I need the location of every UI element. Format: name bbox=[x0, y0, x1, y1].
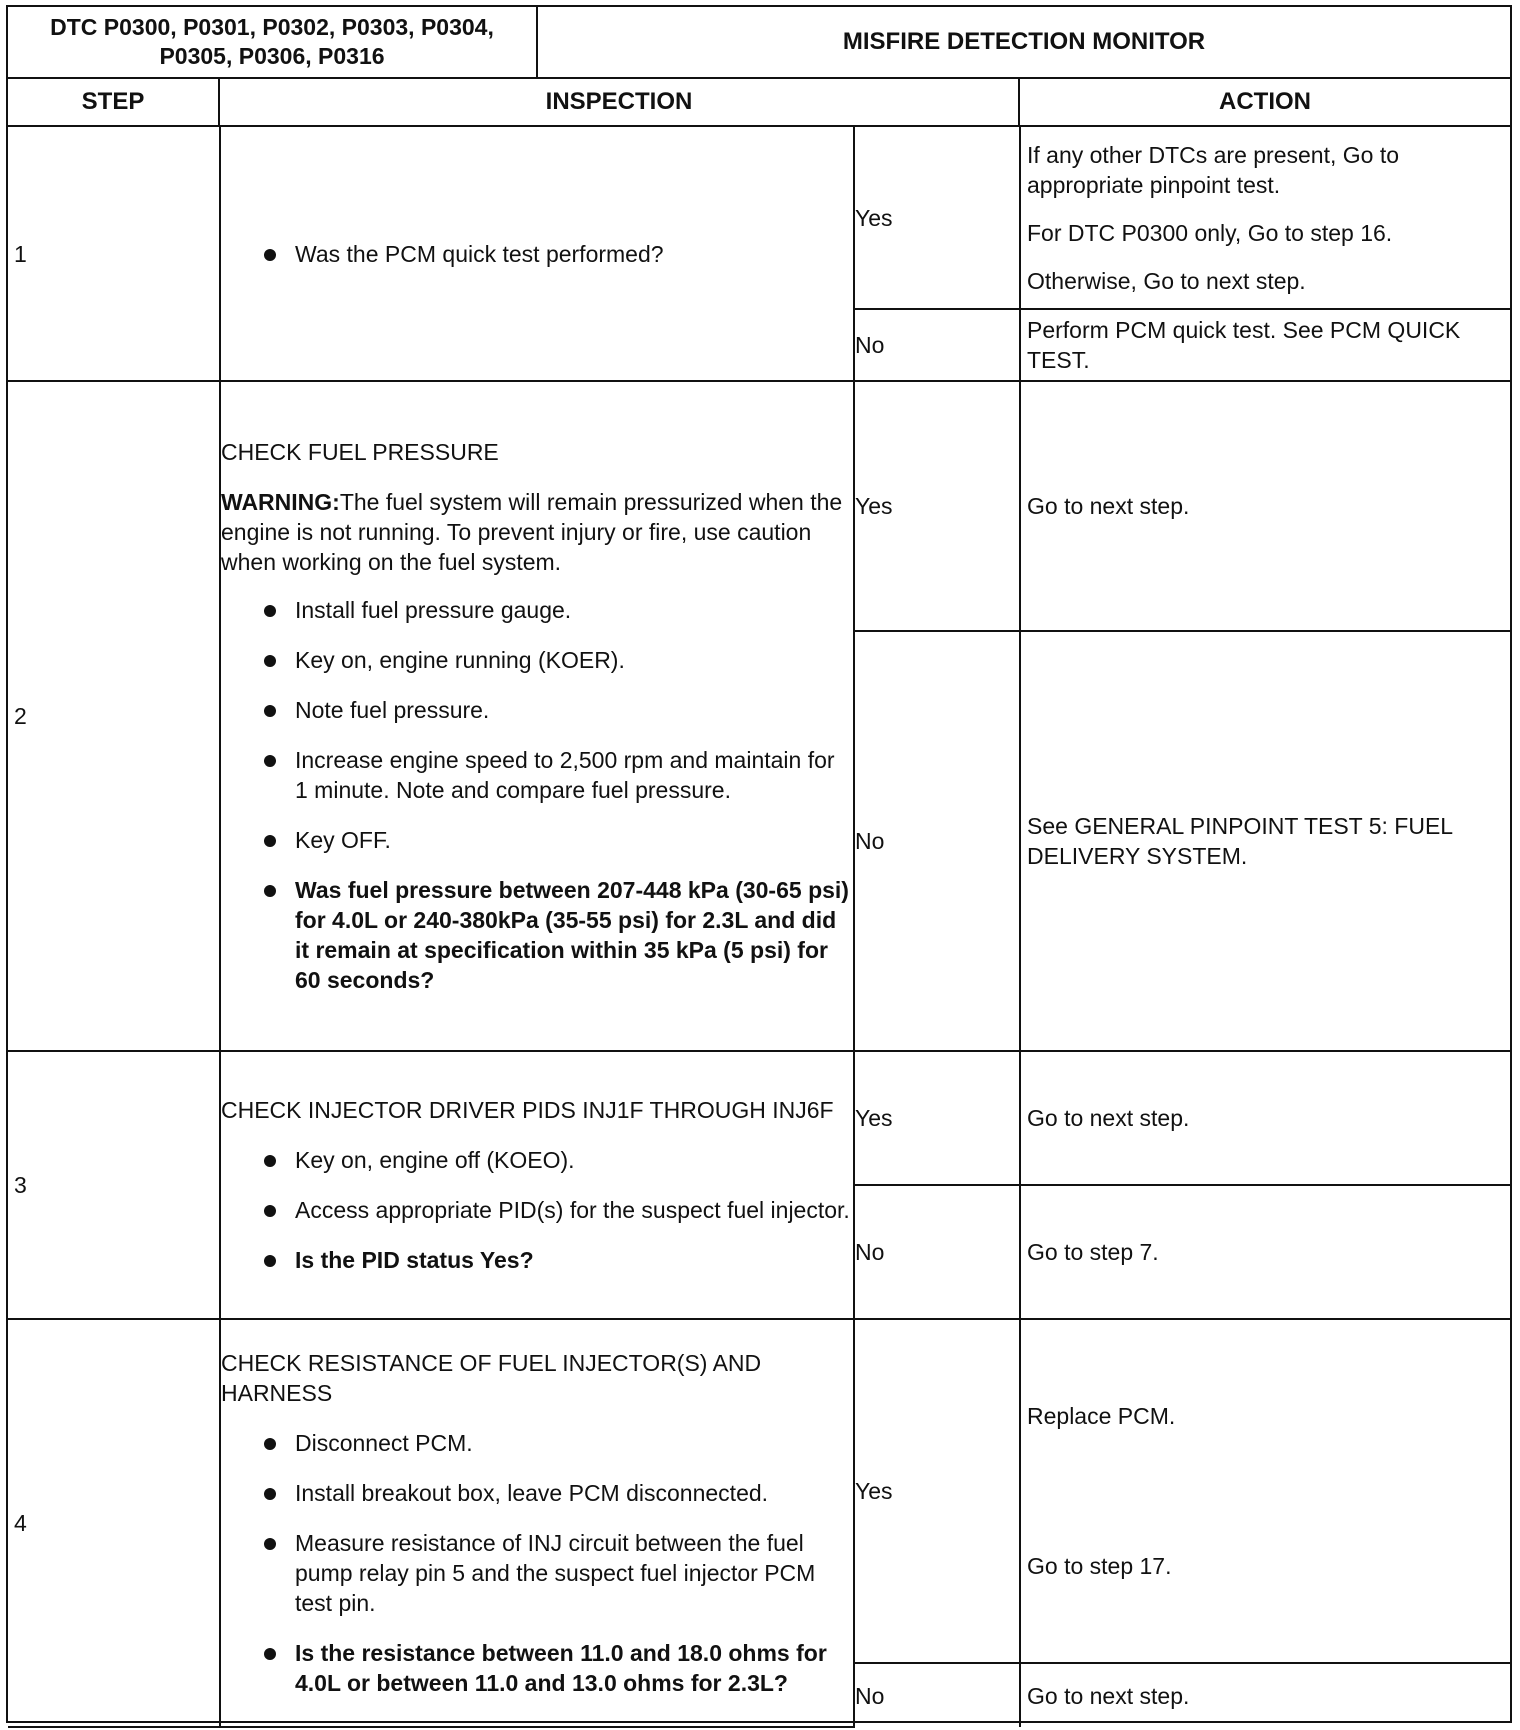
steps-table bbox=[8, 127, 1510, 1728]
no-label: No bbox=[854, 1185, 1020, 1319]
inspection-title: CHECK FUEL PRESSURE bbox=[221, 439, 499, 465]
step-number: 2 bbox=[8, 381, 220, 1051]
table-row bbox=[8, 381, 1510, 631]
no-label: No bbox=[854, 631, 1020, 1051]
column-header-inspection: INSPECTION bbox=[220, 79, 1020, 125]
inspection-item: Increase engine speed to 2,500 rpm and maintain for 1 minute. Note and compare fuel pressure. bbox=[221, 745, 853, 805]
action-text: Otherwise, Go to next step. bbox=[1027, 267, 1306, 294]
action-cell bbox=[1020, 1319, 1510, 1663]
warning-note bbox=[221, 487, 853, 577]
yes-label: Yes bbox=[854, 381, 1020, 631]
action-text: Go to next step. bbox=[1020, 1051, 1510, 1185]
action-text: Go to next step. bbox=[1020, 1663, 1510, 1727]
column-headers bbox=[8, 79, 1510, 127]
table-row bbox=[8, 127, 1510, 309]
column-header-step: STEP bbox=[8, 79, 220, 125]
table-header bbox=[8, 7, 1510, 79]
action-text: For DTC P0300 only, Go to step 16. bbox=[1027, 219, 1393, 246]
inspection-item: Install fuel pressure gauge. bbox=[221, 595, 853, 625]
inspection-question: Is the PID status Yes? bbox=[221, 1245, 853, 1275]
inspection-item: Key OFF. bbox=[221, 825, 853, 855]
table-row bbox=[8, 1319, 1510, 1663]
step-number: 3 bbox=[8, 1051, 220, 1319]
inspection-title: CHECK INJECTOR DRIVER PIDS INJ1F THROUGH INJ6F bbox=[221, 1097, 834, 1123]
yes-label: Yes bbox=[854, 127, 1020, 309]
dtc-codes-line2: P0305, P0306, P0316 bbox=[159, 43, 385, 69]
inspection-item: Install breakout box, leave PCM disconnected. bbox=[221, 1478, 853, 1508]
inspection-cell bbox=[220, 1051, 854, 1319]
inspection-cell bbox=[220, 381, 854, 1051]
no-label: No bbox=[854, 309, 1020, 381]
no-label: No bbox=[854, 1663, 1020, 1727]
action-text: Go to next step. bbox=[1020, 381, 1510, 631]
inspection-item: Was the PCM quick test performed? bbox=[221, 239, 853, 269]
warning-label: WARNING: bbox=[221, 489, 340, 515]
action-text: Perform PCM quick test. See PCM QUICK TEST. bbox=[1020, 309, 1510, 381]
inspection-question: Is the resistance between 11.0 and 18.0 ohms for 4.0L or between 11.0 and 13.0 ohms for 2.3L? bbox=[221, 1638, 853, 1698]
inspection-question: Was fuel pressure between 207-448 kPa (30-65 psi) for 4.0L or 240-380kPa (35-55 psi) for 2.3L and did it remain at specification within 35 kPa (5 psi) for 60 seconds? bbox=[221, 875, 853, 995]
step-number: 1 bbox=[8, 127, 220, 381]
dtc-codes-cell bbox=[8, 7, 538, 77]
step-number: 4 bbox=[8, 1319, 220, 1727]
column-header-action: ACTION bbox=[1219, 88, 1311, 115]
inspection-item: Disconnect PCM. bbox=[221, 1428, 853, 1458]
warning-text: The fuel system will remain pressurized when the engine is not running. To prevent injury or fire, use caution when working on the fuel system. bbox=[221, 489, 843, 575]
inspection-cell bbox=[220, 127, 854, 381]
action-text: Go to step 7. bbox=[1020, 1185, 1510, 1319]
action-cell bbox=[1020, 127, 1510, 309]
inspection-title: CHECK RESISTANCE OF FUEL INJECTOR(S) AND HARNESS bbox=[221, 1350, 762, 1406]
monitor-title: MISFIRE DETECTION MONITOR bbox=[842, 28, 1206, 55]
inspection-item: Key on, engine running (KOER). bbox=[221, 645, 853, 675]
inspection-item: Note fuel pressure. bbox=[221, 695, 853, 725]
table-row bbox=[8, 1051, 1510, 1185]
action-text: If any other DTCs are present, Go to appropriate pinpoint test. bbox=[1027, 141, 1399, 198]
yes-label: Yes bbox=[854, 1051, 1020, 1185]
action-text: See GENERAL PINPOINT TEST 5: FUEL DELIVERY SYSTEM. bbox=[1020, 631, 1510, 1051]
yes-label: Yes bbox=[854, 1319, 1020, 1663]
action-text: Go to step 17. bbox=[1027, 1553, 1172, 1579]
inspection-item: Measure resistance of INJ circuit between the fuel pump relay pin 5 and the suspect fuel injector PCM test pin. bbox=[221, 1528, 853, 1618]
diagnostic-table bbox=[6, 5, 1512, 1723]
inspection-cell bbox=[220, 1319, 854, 1727]
action-text: Replace PCM. bbox=[1027, 1403, 1176, 1429]
dtc-codes-line1: DTC P0300, P0301, P0302, P0303, P0304, bbox=[50, 14, 494, 40]
inspection-item: Key on, engine off (KOEO). bbox=[221, 1145, 853, 1175]
inspection-item: Access appropriate PID(s) for the suspect fuel injector. bbox=[221, 1195, 853, 1225]
